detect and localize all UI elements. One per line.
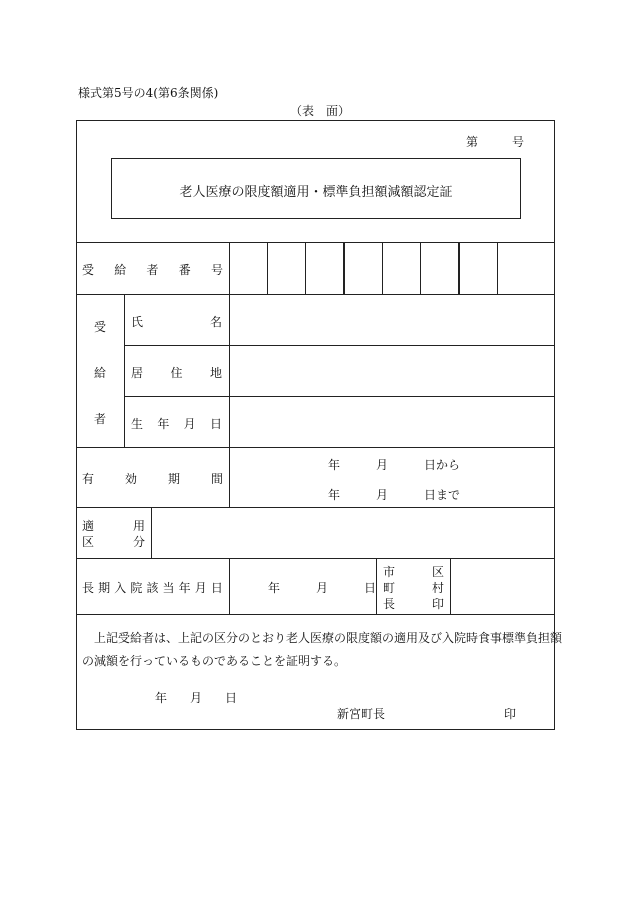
label-char: 住	[170, 366, 183, 380]
label-char: 町	[383, 581, 396, 595]
side-label: （表 面）	[290, 104, 351, 118]
long-term-year: 年	[268, 581, 281, 595]
label-char: 日	[210, 581, 223, 595]
label-char: 村	[431, 581, 444, 595]
label-char: 長	[82, 581, 95, 595]
row-divider	[76, 447, 555, 448]
row-divider	[76, 558, 555, 559]
validity-from-day: 日から	[424, 458, 461, 472]
col-divider	[450, 558, 451, 614]
row-divider	[76, 614, 555, 615]
label-char: 氏	[131, 315, 144, 329]
label-char: 年	[157, 417, 170, 431]
digit-cell-divider	[267, 242, 268, 294]
label-char: 日	[209, 417, 222, 431]
municipality-line1	[383, 563, 444, 580]
validity-from-month: 月	[376, 458, 389, 472]
label-char: 有	[82, 472, 95, 486]
long-term-label	[82, 579, 223, 596]
label-char: 市	[383, 565, 396, 579]
col-divider	[124, 294, 125, 447]
label-char: 間	[210, 472, 223, 486]
label-char: 号	[210, 263, 223, 277]
label-char: 印	[431, 597, 444, 611]
label-char: 期	[167, 472, 180, 486]
recipient-group-char: 受	[93, 320, 106, 334]
row-divider	[76, 507, 555, 508]
label-char: 月	[194, 581, 207, 595]
row-divider	[124, 396, 555, 397]
recipient-group-char: 者	[93, 412, 106, 426]
label-char: 該	[146, 581, 159, 595]
label-char: 当	[162, 581, 175, 595]
certification-year: 年	[155, 691, 168, 705]
label-char: 地	[209, 366, 222, 380]
form-reference: 様式第5号の4(第6条関係)	[78, 86, 219, 100]
label-char: 入	[114, 581, 127, 595]
validity-to-day: 日まで	[424, 488, 461, 502]
label-char: 区	[82, 535, 95, 549]
row-divider	[76, 294, 555, 295]
label-char: 生	[131, 417, 144, 431]
recipient-number-label	[82, 261, 223, 278]
issuer-seal: 印	[504, 707, 517, 721]
label-char: 給	[114, 263, 127, 277]
birthdate-label	[131, 415, 222, 432]
digit-cell-divider	[420, 242, 421, 294]
label-char: 番	[178, 263, 191, 277]
number-suffix: 号	[512, 135, 525, 149]
recipient-group-char: 給	[93, 366, 106, 380]
label-char: 区	[431, 565, 444, 579]
digit-cell-divider	[305, 242, 306, 294]
label-char: 長	[383, 597, 396, 611]
col-divider	[376, 558, 377, 614]
certification-month: 月	[190, 691, 203, 705]
label-char: 名	[209, 315, 222, 329]
certification-text-line1: 上記受給者は、上記の区分のとおり老人医療の限度額の適用及び入院時食事標準負担額	[94, 631, 563, 645]
col-divider	[229, 294, 230, 447]
category-label-line2	[82, 533, 145, 550]
label-char: 適	[82, 519, 95, 533]
label-char: 者	[146, 263, 159, 277]
col-divider	[229, 447, 230, 507]
long-term-month: 月	[316, 581, 329, 595]
municipality-line3	[383, 595, 444, 612]
label-char: 分	[132, 535, 145, 549]
category-label-line1	[82, 517, 145, 534]
label-char: 居	[131, 366, 144, 380]
label-char: 効	[124, 472, 137, 486]
label-char: 年	[178, 581, 191, 595]
issuer-name: 新宮町長	[337, 707, 386, 721]
validity-to-month: 月	[376, 488, 389, 502]
digit-cell-divider	[382, 242, 383, 294]
label-char: 院	[130, 581, 143, 595]
col-divider	[229, 242, 230, 294]
validity-label	[82, 470, 223, 487]
certification-day: 日	[225, 691, 238, 705]
label-char: 用	[132, 519, 145, 533]
col-divider	[151, 507, 152, 558]
digit-cell-divider	[497, 242, 498, 294]
number-prefix: 第	[466, 135, 479, 149]
row-divider	[124, 345, 555, 346]
validity-from-year: 年	[328, 458, 341, 472]
label-char: 受	[82, 263, 95, 277]
row-divider	[76, 242, 555, 243]
digit-cell-divider	[343, 242, 345, 294]
label-char: 期	[98, 581, 111, 595]
validity-to-year: 年	[328, 488, 341, 502]
label-char: 月	[183, 417, 196, 431]
address-label	[131, 364, 222, 381]
certificate-title: 老人医療の限度額適用・標準負担額減額認定証	[179, 185, 453, 200]
certification-text-line2: の減額を行っているものであることを証明する。	[82, 654, 347, 668]
long-term-day: 日	[364, 581, 377, 595]
name-label	[131, 313, 222, 330]
digit-cell-divider	[458, 242, 460, 294]
col-divider	[229, 558, 230, 614]
municipality-line2	[383, 579, 444, 596]
